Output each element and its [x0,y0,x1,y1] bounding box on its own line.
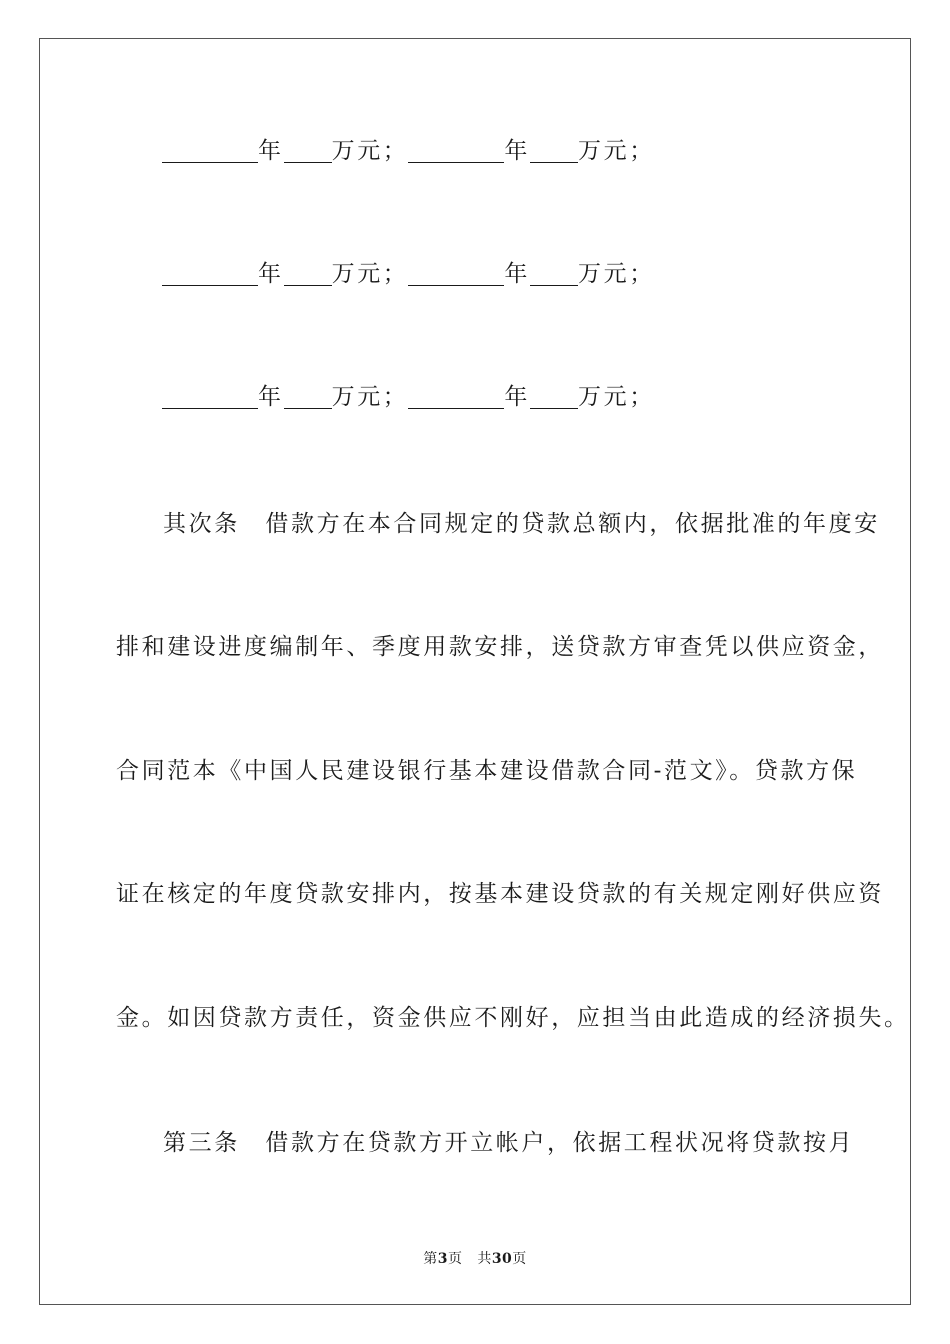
total-prefix: 共 [477,1251,492,1267]
total-pages: 30 [491,1251,513,1267]
amount-blank [284,386,332,409]
amount-blank [530,386,578,409]
year-unit-label: 年 [504,138,531,164]
article2-line-2: 排和建设进度编制年、季度用款安排，送贷款方审查凭以供应资金， [116,634,884,660]
article2-line-5: 金。如因贷款方责任，资金供应不刚好，应担当由此造成的经济损失。 [116,1005,910,1031]
article2-line-4: 证在核定的年度贷款安排内，按基本建设贷款的有关规定刚好供应资 [116,881,884,907]
year-unit-label: 年 [258,138,284,164]
amount-blank [284,140,332,163]
amount-blank [284,263,332,286]
amount-unit-label: 万元； [331,384,409,410]
amount-unit-label: 万元； [578,138,655,164]
blank-row-3 [162,382,655,412]
year-unit-label: 年 [258,261,284,287]
total-suffix: 页 [512,1251,527,1267]
year-unit-label: 年 [504,384,531,410]
year-unit-label: 年 [504,261,531,287]
page-prefix: 第 [423,1251,438,1267]
year-blank [408,140,504,163]
amount-unit-label: 万元； [578,384,655,410]
year-blank [408,263,504,286]
blank-row-1 [162,136,655,166]
year-blank [162,140,258,163]
year-blank [408,386,504,409]
amount-blank [530,140,578,163]
year-unit-label: 年 [258,384,284,410]
year-blank [162,263,258,286]
page-number: 3 [437,1251,448,1267]
page-border [39,38,911,1305]
article2-line-3: 合同范本《中国人民建设银行基本建设借款合同-范文》。贷款方保 [116,758,858,784]
blank-row-2 [162,259,655,289]
amount-unit-label: 万元； [331,261,409,287]
page-footer [0,1248,950,1268]
page-suffix: 页 [447,1251,463,1267]
year-blank [162,386,258,409]
amount-unit-label: 万元； [578,261,655,287]
article3-line-1: 第三条 借款方在贷款方开立帐户，依据工程状况将贷款按月 [163,1130,855,1156]
article2-line-1: 其次条 借款方在本合同规定的贷款总额内，依据批准的年度安 [163,511,880,537]
amount-blank [530,263,578,286]
amount-unit-label: 万元； [331,138,409,164]
